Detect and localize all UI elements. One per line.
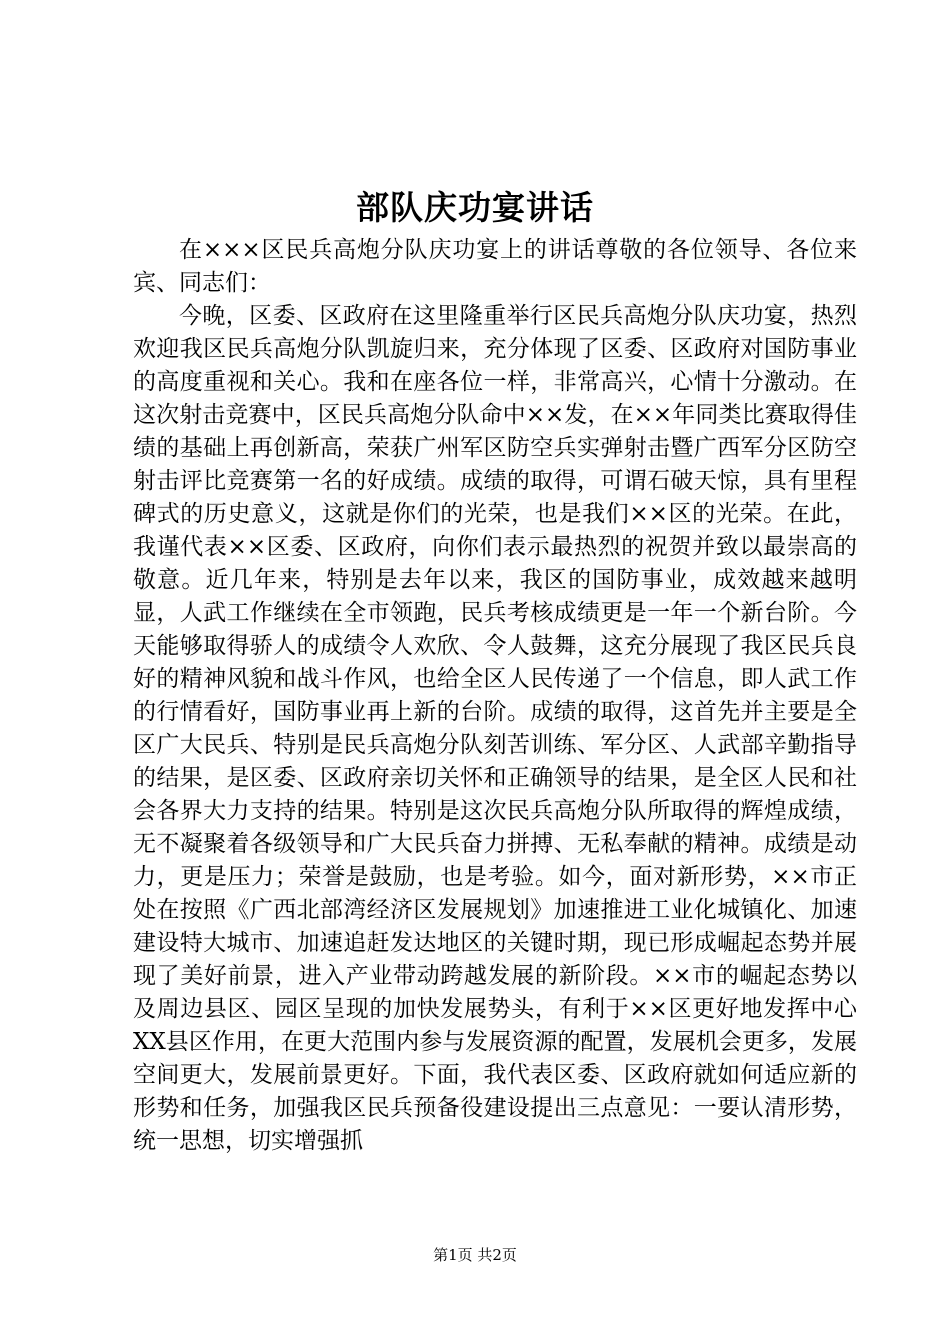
salutation-paragraph: 在×××区民兵高炮分队庆功宴上的讲话尊敬的各位领导、各位来宾、同志们： (133, 237, 857, 296)
body-paragraph: 今晚，区委、区政府在这里隆重举行区民兵高炮分队庆功宴，热烈欢迎我区民兵高炮分队凯旋归来，充分体现了区委、区政府对国防事业的高度重视和关心。我和在座各位一样，非常高兴，心情十分激动。在这次射击竞赛中，区民兵高炮分队命中××发，在××年同类比赛取得佳绩的基础上再创新高，荣获广州军区防空兵实弹射击暨广西军分区防空射击评比竞赛第一名的好成绩。成绩的取得，可谓石破天惊，具有里程碑式的历史意义，这就是你们的光荣，也是我们××区的光荣。在此，我谨代表××区委、区政府，向你们表示最热烈的祝贺并致以最崇高的敬意。近几年来，特别是去年以来，我区的国防事业，成效越来越明显，人武工作继续在全市领跑，民兵考核成绩更是一年一个新台阶。今天能够取得骄人的成绩令人欢欣、令人鼓舞，这充分展现了我区民兵良好的精神风貌和战斗作风，也给全区人民传递了一个信息，即人武工作的行情看好，国防事业再上新的台阶。成绩的取得，这首先并主要是全区广大民兵、特别是民兵高炮分队刻苦训练、军分区、人武部辛勤指导的结果，是区委、区政府亲切关怀和正确领导的结果，是全区人民和社会各界大力支持的结果。特别是这次民兵高炮分队所取得的辉煌成绩，无不凝聚着各级领导和广大民兵奋力拼搏、无私奉献的精神。成绩是动力，更是压力；荣誉是鼓励，也是考验。如今，面对新形势，××市正处在按照《广西北部湾经济区发展规划》加速推进工业化城镇化、加速建设特大城市、加速追赶发达地区的关键时期，现已形成崛起态势并展现了美好前景，进入产业带动跨越发展的新阶段。××市的崛起态势以及周边县区、园区呈现的加快发展势头，有利于××区更好地发挥中心XX县区作用，在更大范围内参与发展资源的配置，发展机会更多，发展空间更大，发展前景更好。下面，我代表区委、区政府就如何适应新的形势和任务，加强我区民兵预备役建设提出三点意见：一要认清形势，统一思想，切实增强抓 (133, 303, 857, 1154)
document-title: 部队庆功宴讲话 (356, 188, 594, 227)
document-body (133, 234, 857, 1158)
page-number-footer: 第1页 共2页 (433, 1246, 517, 1264)
